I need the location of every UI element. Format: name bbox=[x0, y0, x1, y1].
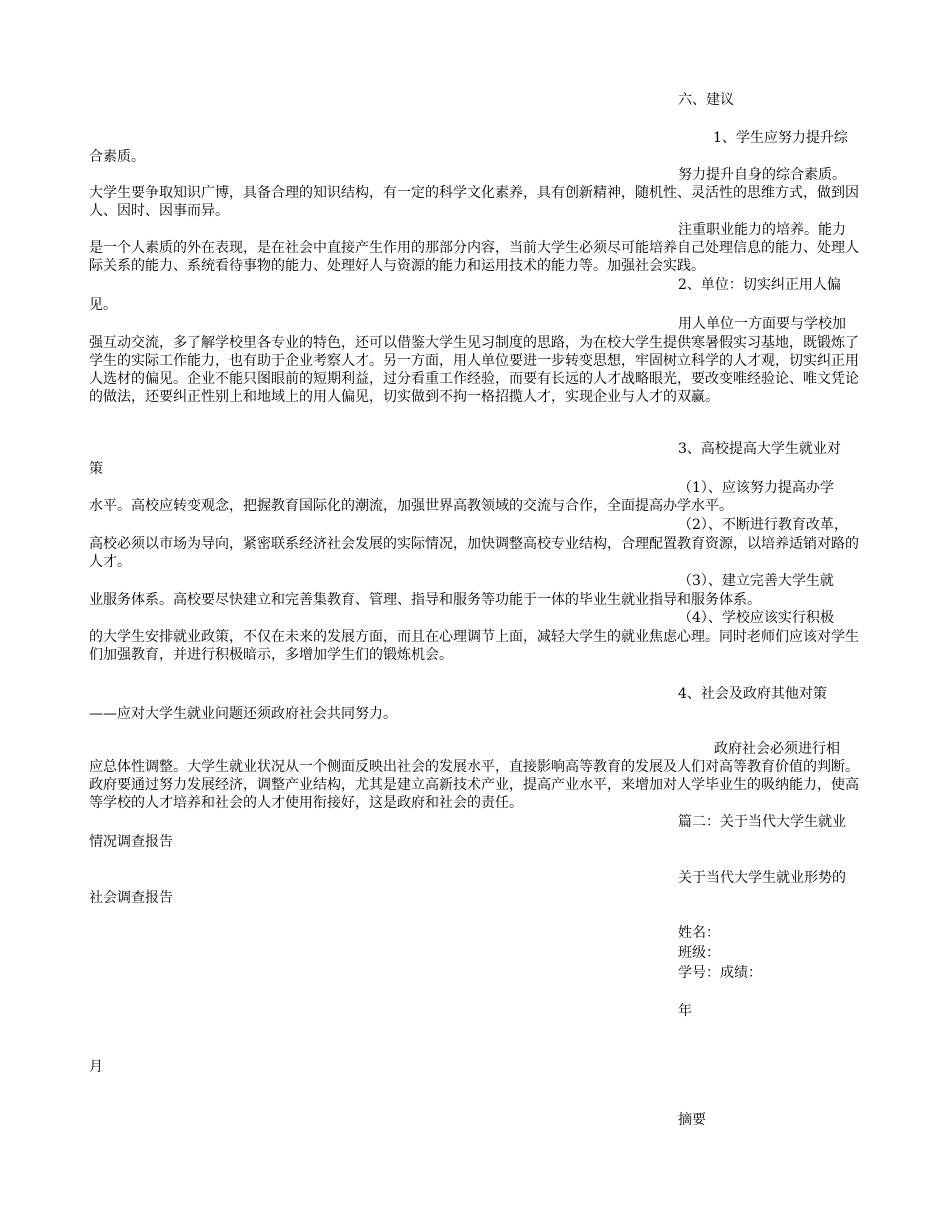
s3-item3-lead: （3）、建立完善大学生就 bbox=[678, 573, 834, 589]
s1-p2-body: 是一个人素质的外在表现，是在社会中直接产生作用的那部分内容，当前大学生必须尽可能培养自己处理信息的能力、处理人际关系的能力、系统看待事物的能力、处理好人与资源的能力和运用技术的能力等。加强社会实践。 bbox=[89, 240, 859, 274]
s1-p2-lead: 注重职业能力的培养。能力 bbox=[678, 222, 846, 238]
s4-p1-lead: 政府社会必须进行相 bbox=[714, 741, 840, 757]
s2-p1-lead: 用人单位一方面要与学校加 bbox=[678, 316, 846, 332]
part2-title: 篇二：关于当代大学生就业 bbox=[678, 814, 846, 830]
s3-item3-body: 业服务体系。高校要尽快建立和完善集教育、管理、指导和服务等功能于一体的毕业生就业指导和服务体系。 bbox=[89, 592, 761, 608]
s1-heading-cont: 合素质。 bbox=[89, 149, 145, 165]
section-title: 六、建议 bbox=[678, 92, 734, 108]
s1-heading: 1、学生应努力提升综 bbox=[713, 130, 848, 146]
month-label: 月 bbox=[89, 1059, 103, 1075]
name-label: 姓名： bbox=[678, 925, 720, 941]
s3-item1-body: 水平。高校应转变观念，把握教育国际化的潮流，加强世界高教领域的交流与合作，全面提高办学水平。 bbox=[89, 498, 733, 514]
s1-p1-lead: 努力提升自身的综合素质。 bbox=[678, 167, 846, 183]
s2-p1-body: 强互动交流，多了解学校里各专业的特色，还可以借鉴大学生见习制度的思路，为在校大学生提供寒暑假实习基地，既锻炼了学生的实际工作能力，也有助于企业考察人才。另一方面，用人单位要进一步转变思想，牢固树立科学的人才观，切实纠正用人选材的偏见。企业不能只图眼前的短期利益，过分看重工作经验，而要有长远的人才战略眼光，要改变唯经验论、唯文凭论的做法，还要纠正性别上和地域上的用人偏见，切实做到不拘一格招揽人才，实现企业与人才的双赢。 bbox=[89, 335, 859, 405]
part2-title-cont: 情况调查报告 bbox=[89, 834, 173, 850]
id-score-label: 学号：成绩： bbox=[678, 965, 762, 981]
s3-item2-lead: （2）、不断进行教育改革， bbox=[678, 517, 848, 533]
part2-subtitle: 关于当代大学生就业形势的 bbox=[678, 870, 846, 886]
s3-heading-cont: 策 bbox=[89, 461, 103, 477]
s3-item1-lead: （1）、应该努力提高办学 bbox=[678, 480, 834, 496]
part2-subtitle-cont: 社会调查报告 bbox=[89, 890, 173, 906]
s4-p1-body: 应总体性调整。大学生就业状况从一个侧面反映出社会的发展水平，直接影响高等教育的发展及人们对高等教育价值的判断。政府要通过努力发展经济，调整产业结构，尤其是建立高新技术产业，提高产业水平，来增加对人学毕业生的吸纳能力，使高等学校的人才培养和社会的人才使用衔接好，这是政府和社会的责任。 bbox=[89, 759, 859, 811]
year-label: 年 bbox=[678, 1003, 692, 1019]
s3-item4-body: 的大学生安排就业政策，不仅在未来的发展方面，而且在心理调节上面，减轻大学生的就业焦虑心理。同时老师们应该对学生们加强教育，并进行积极暗示，多增加学生们的锻炼机会。 bbox=[89, 629, 859, 663]
s3-item4-lead: （4）、学校应该实行积极 bbox=[678, 610, 834, 626]
s3-heading: 3、高校提高大学生就业对 bbox=[678, 441, 841, 457]
s4-heading: 4、社会及政府其他对策 bbox=[678, 686, 827, 702]
s1-p1-body: 大学生要争取知识广博，具备合理的知识结构，有一定的科学文化素养，具有创新精神，随机性、灵活性的思维方式，做到因人、因时、因事而异。 bbox=[89, 185, 859, 219]
s3-item2-body: 高校必须以市场为导向，紧密联系经济社会发展的实际情况，加快调整高校专业结构，合理配置教育资源，以培养适销对路的人才。 bbox=[89, 536, 859, 570]
abstract-heading: 摘要 bbox=[678, 1112, 706, 1128]
s4-heading-cont: ——应对大学生就业问题还须政府社会共同努力。 bbox=[89, 706, 397, 722]
s2-heading: 2、单位：切实纠正用人偏 bbox=[678, 277, 841, 293]
s2-heading-cont: 见。 bbox=[89, 297, 117, 313]
class-label: 班级： bbox=[678, 945, 720, 961]
